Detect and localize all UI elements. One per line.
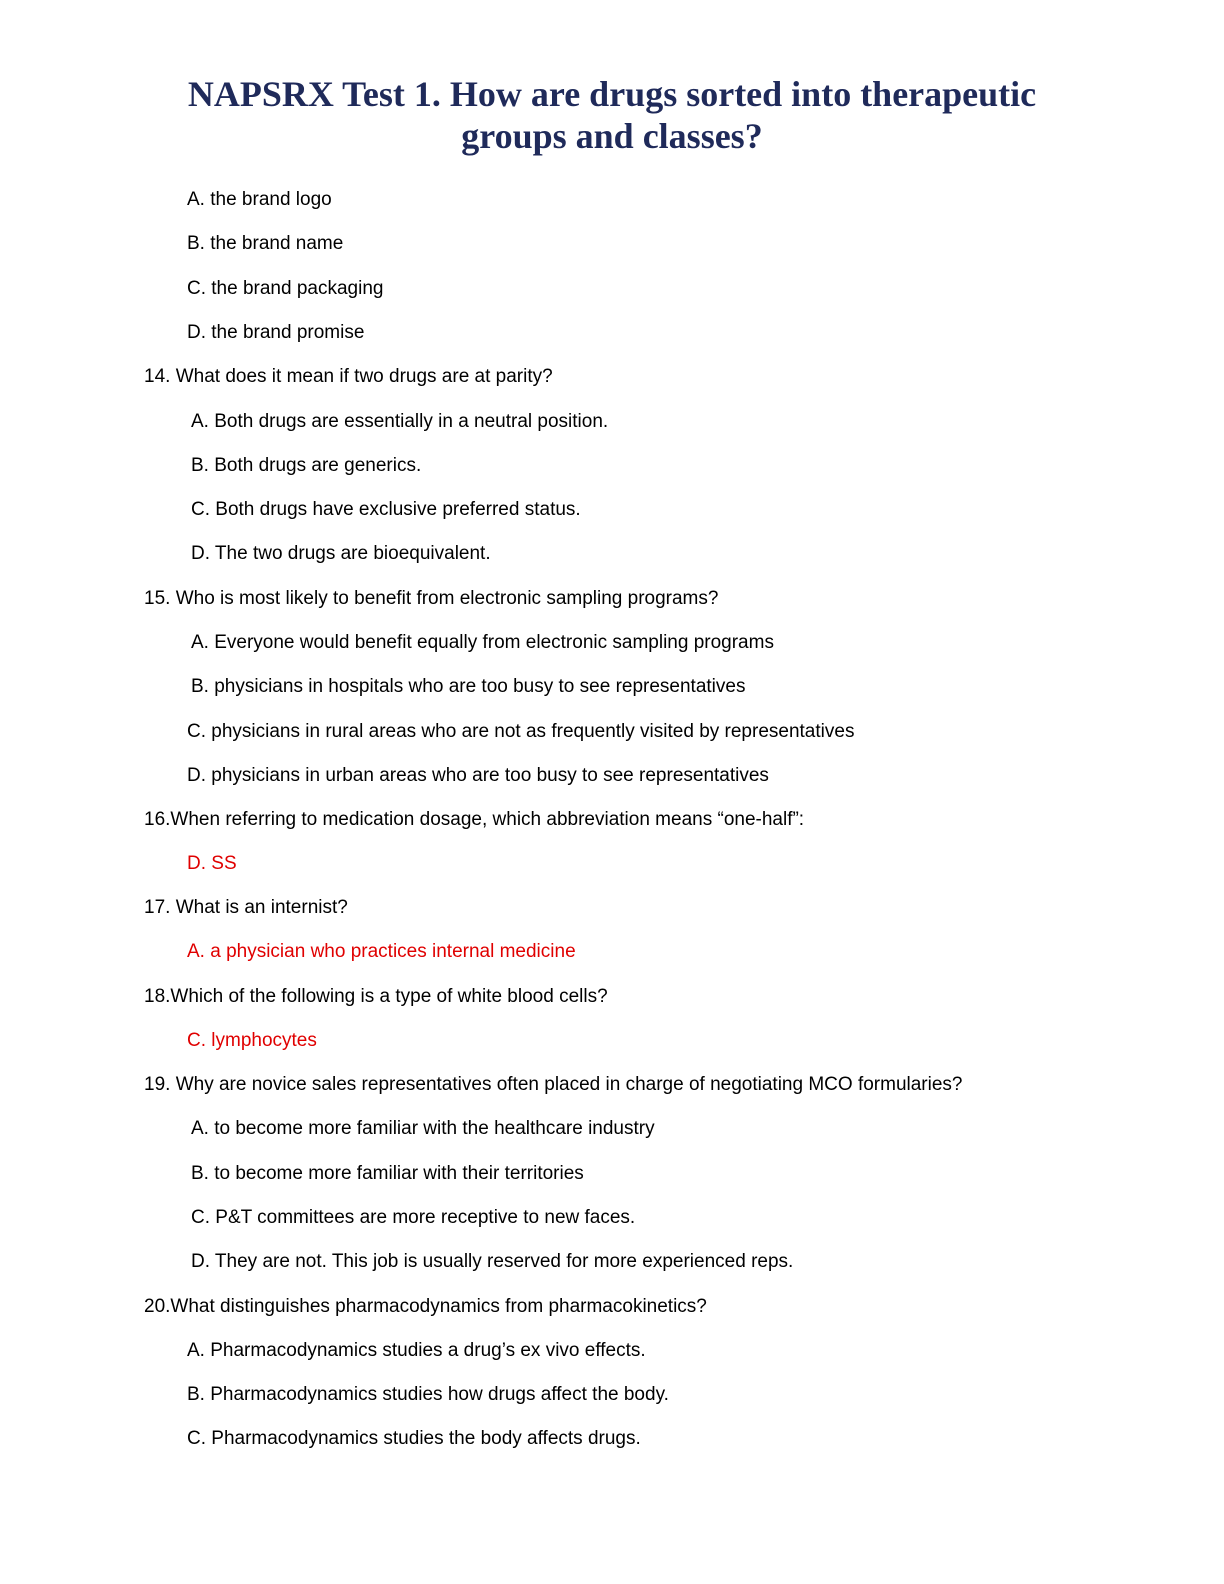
q20-option-b: B. Pharmacodynamics studies how drugs affect the body. xyxy=(187,1384,669,1405)
q20-option-a: A. Pharmacodynamics studies a drug’s ex vivo effects. xyxy=(187,1340,646,1361)
q13-option-d: D. the brand promise xyxy=(187,322,365,343)
q17-answer: A. a physician who practices internal medicine xyxy=(187,941,576,962)
q13-option-a: A. the brand logo xyxy=(187,189,332,210)
q16-question: 16.When referring to medication dosage, which abbreviation means “one-half”: xyxy=(144,809,805,830)
q14-question: 14. What does it mean if two drugs are at parity? xyxy=(144,366,553,387)
q13-option-c: C. the brand packaging xyxy=(187,278,384,299)
q18-question: 18.Which of the following is a type of white blood cells? xyxy=(144,986,608,1007)
q15-option-a: A. Everyone would benefit equally from electronic sampling programs xyxy=(191,632,774,653)
q14-option-c: C. Both drugs have exclusive preferred status. xyxy=(191,499,581,520)
q19-option-b: B. to become more familiar with their territories xyxy=(191,1163,584,1184)
q19-option-a: A. to become more familiar with the healthcare industry xyxy=(191,1118,655,1139)
q14-option-d: D. The two drugs are bioequivalent. xyxy=(191,543,491,564)
q20-option-c: C. Pharmacodynamics studies the body affects drugs. xyxy=(187,1428,641,1449)
q14-option-a: A. Both drugs are essentially in a neutral position. xyxy=(191,411,609,432)
q13-option-b: B. the brand name xyxy=(187,233,344,254)
q14-option-b: B. Both drugs are generics. xyxy=(191,455,422,476)
q19-option-c: C. P&T committees are more receptive to new faces. xyxy=(191,1207,636,1228)
q19-question: 19. Why are novice sales representatives often placed in charge of negotiating MCO formularies? xyxy=(144,1074,963,1095)
title-line-2: groups and classes? xyxy=(461,116,763,156)
q18-answer: C. lymphocytes xyxy=(187,1030,317,1051)
q15-option-d: D. physicians in urban areas who are too busy to see representatives xyxy=(187,765,769,786)
q15-option-b: B. physicians in hospitals who are too busy to see representatives xyxy=(191,676,746,697)
q15-question: 15. Who is most likely to benefit from electronic sampling programs? xyxy=(144,588,719,609)
q20-question: 20.What distinguishes pharmacodynamics from pharmacokinetics? xyxy=(144,1296,707,1317)
page-title xyxy=(0,73,1224,157)
q15-option-c: C. physicians in rural areas who are not as frequently visited by representatives xyxy=(187,721,855,742)
q17-question: 17. What is an internist? xyxy=(144,897,348,918)
title-line-1: NAPSRX Test 1. How are drugs sorted into therapeutic xyxy=(187,74,1037,114)
q19-option-d: D. They are not. This job is usually reserved for more experienced reps. xyxy=(191,1251,794,1272)
q16-answer: D. SS xyxy=(187,853,237,874)
